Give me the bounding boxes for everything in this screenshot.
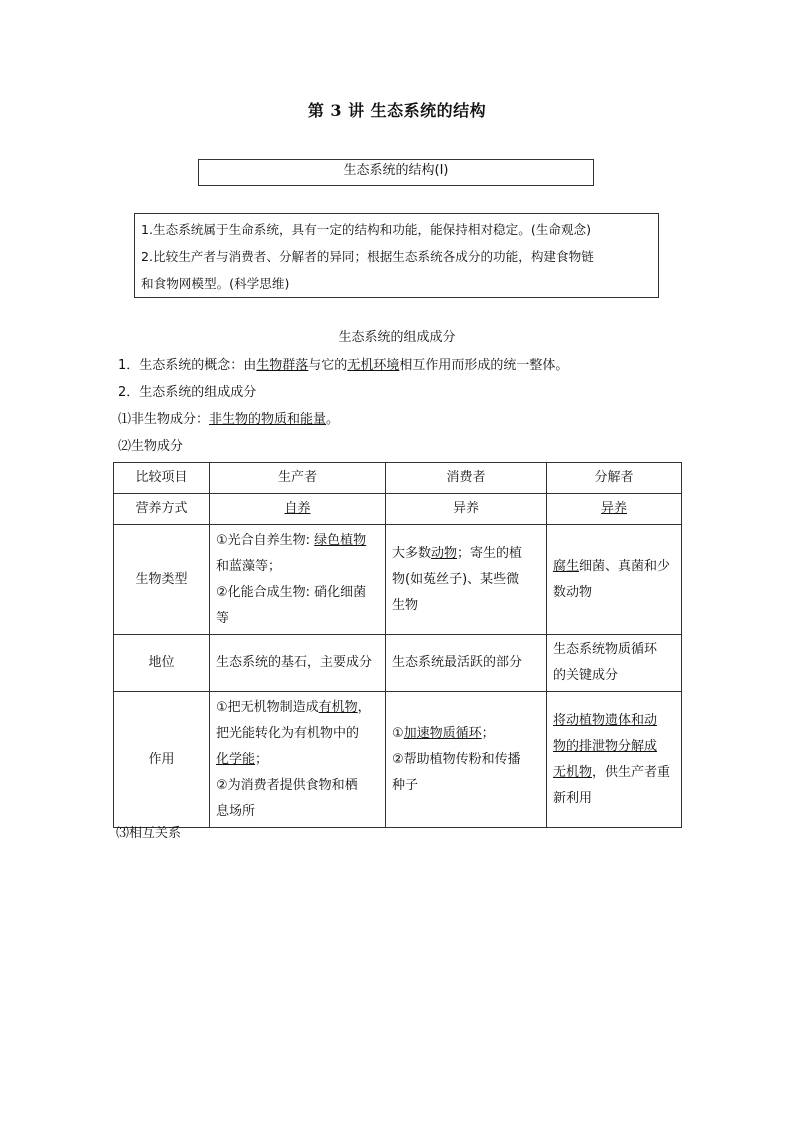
table-row — [114, 494, 682, 525]
cell-text: 息场所 — [216, 803, 256, 819]
cell-blank: 异养 — [600, 501, 627, 516]
row-label: 生物类型 — [114, 525, 210, 635]
cell-blank: 腐生 — [553, 558, 580, 574]
cell-text: 和蓝藻等； — [216, 558, 282, 574]
cell-text: ； — [255, 751, 269, 767]
cell-text: 的关键成分 — [553, 668, 619, 683]
cell-text: 异养 — [452, 501, 479, 516]
cell-blank: 绿色植物 — [314, 532, 367, 548]
paragraph-components: 2．生态系统的组成成分 — [118, 385, 257, 400]
table-cell — [547, 635, 682, 692]
table-cell — [547, 494, 682, 525]
paragraph-relationship: ⑶相互关系 — [116, 826, 182, 841]
table-row — [114, 525, 682, 635]
paragraph-biotic: ⑵生物成分 — [118, 439, 184, 454]
abiotic-blank: 非生物的物质和能量 — [209, 412, 327, 427]
page-title: 第 3 讲 生态系统的结构 — [307, 101, 487, 120]
cell-blank: 物的排泄物分解成 — [553, 738, 658, 754]
paragraph-concept — [118, 354, 568, 373]
learning-objectives-box — [134, 213, 659, 298]
table-cell — [210, 525, 386, 635]
table-row — [114, 692, 682, 828]
cell-text: 生态系统物质循环 — [553, 642, 658, 657]
cell-text: ； — [481, 725, 495, 741]
row-label: 营养方式 — [114, 494, 210, 525]
objective-line-2: 2.比较生产者与消费者、分解者的异同；根据生态系统各成分的功能，构建食物链 — [141, 249, 594, 264]
cell-text: ① — [392, 725, 404, 741]
cell-text: 数动物 — [553, 584, 593, 600]
header-cell: 生产者 — [210, 463, 386, 494]
cell-text: 等 — [216, 610, 230, 626]
table-cell — [386, 525, 547, 635]
cell-blank: 化学能 — [216, 751, 256, 767]
cell-text: ①把无机物制造成 — [216, 699, 319, 715]
objective-line-1: 1.生态系统属于生命系统，具有一定的结构和功能，能保持相对稳定。(生命观念) — [141, 222, 592, 237]
table-cell — [547, 525, 682, 635]
cell-text: ①光合自养生物: — [216, 532, 315, 548]
header-cell: 消费者 — [386, 463, 547, 494]
objective-line-3: 和食物网模型。(科学思维) — [141, 276, 290, 291]
cell-text: 生物 — [392, 597, 419, 613]
section-title-box: 生态系统的结构(Ⅰ) — [198, 159, 594, 186]
table-cell: 生态系统的基石，主要成分 — [210, 635, 386, 692]
cell-text: 新利用 — [553, 790, 593, 806]
row-label: 作用 — [114, 692, 210, 828]
concept-text: 1．生态系统的概念：由 — [118, 358, 257, 373]
cell-text: ，供生产者重 — [592, 764, 671, 780]
comparison-table — [113, 462, 682, 828]
concept-blank-2: 无机环境 — [347, 358, 400, 373]
cell-blank: 加速物质循环 — [403, 725, 482, 741]
row-label: 地位 — [114, 635, 210, 692]
cell-blank: 自养 — [284, 501, 311, 516]
cell-text: 物(如菟丝子)、某些微 — [392, 571, 520, 587]
table-cell — [386, 494, 547, 525]
paragraph-abiotic — [118, 408, 339, 427]
table-cell — [547, 692, 682, 828]
table-row — [114, 635, 682, 692]
cell-text: ；寄生的植 — [457, 545, 523, 561]
header-cell: 分解者 — [547, 463, 682, 494]
table-row — [114, 463, 682, 494]
cell-blank: 有机物 — [318, 699, 358, 715]
table-cell — [210, 494, 386, 525]
cell-text: ， — [357, 699, 371, 715]
concept-text: 与它的 — [308, 358, 348, 373]
cell-text: ②为消费者提供食物和栖 — [216, 777, 358, 793]
cell-blank: 无机物 — [553, 764, 593, 780]
concept-blank-1: 生物群落 — [256, 358, 309, 373]
table-cell — [210, 692, 386, 828]
cell-text: ②化能合成生物: 硝化细菌 — [216, 584, 367, 600]
table-cell — [386, 692, 547, 828]
cell-text: 大多数 — [392, 545, 432, 561]
cell-text: 细菌、真菌和少 — [579, 558, 671, 574]
abiotic-text: ⑴非生物成分： — [118, 412, 210, 427]
abiotic-text: 。 — [326, 412, 340, 427]
cell-text: 把光能转化为有机物中的 — [216, 725, 360, 741]
table-cell: 生态系统最活跃的部分 — [386, 635, 547, 692]
cell-text: 种子 — [392, 777, 419, 793]
header-cell: 比较项目 — [114, 463, 210, 494]
cell-blank: 动物 — [431, 545, 458, 561]
subheading: 生态系统的组成成分 — [338, 330, 456, 345]
cell-text: ②帮助植物传粉和传播 — [392, 751, 521, 767]
concept-text: 相互作用而形成的统一整体。 — [399, 358, 569, 373]
cell-blank: 将动植物遗体和动 — [553, 712, 658, 728]
